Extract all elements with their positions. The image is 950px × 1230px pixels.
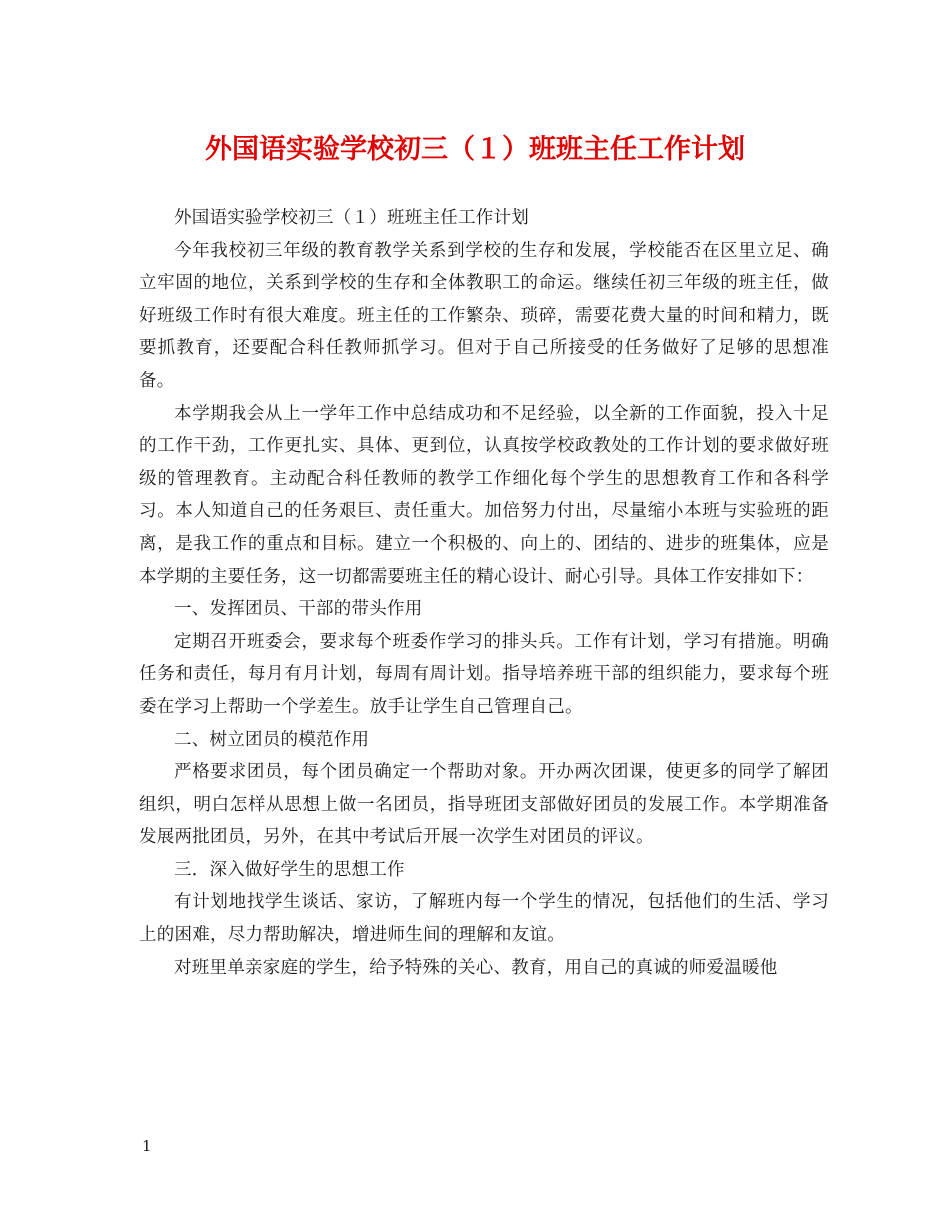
section-heading-2: 二、树立团员的模范作用 xyxy=(174,729,370,750)
page-number: 1 xyxy=(142,1137,152,1155)
document-title: 外国语实验学校初三（１）班班主任工作计划 xyxy=(205,134,745,165)
paragraph-section-2: 严格要求团员，每个团员确定一个帮助对象。开办两次团课，使更多的同学了解团组织，明白怎样从思想上做一名团员，指导班团支部做好团员的发展工作。本学期准备发展两批团员，另外，在其中考试后开展一次学生对团员的评议。 xyxy=(139,762,829,848)
paragraph-section-3: 有计划地找学生谈话、家访，了解班内每一个学生的情况，包括他们的生活、学习上的困难，尽力帮助解决，增进师生间的理解和友谊。 xyxy=(139,892,829,946)
section-heading-1: 一、发挥团员、干部的带头作用 xyxy=(174,599,423,620)
section-heading-3: 三．深入做好学生的思想工作 xyxy=(174,859,405,880)
document-body xyxy=(139,202,829,984)
paragraph-intro: 今年我校初三年级的教育教学关系到学校的生存和发展，学校能否在区里立足、确立牢固的地位，关系到学校的生存和全体教职工的命运。继续任初三年级的班主任，做好班级工作时有很大难度。班主任的工作繁杂、琐碎，需要花费大量的时间和精力，既要抓教育，还要配合科任教师抓学习。但对于自己所接受的任务做好了足够的思想准备。 xyxy=(139,240,829,391)
paragraph-section-3b: 对班里单亲家庭的学生，给予特殊的关心、教育，用自己的真诚的师爱温暖他 xyxy=(174,957,778,978)
paragraph-section-1: 定期召开班委会，要求每个班委作学习的排头兵。工作有计划，学习有措施。明确任务和责任，每月有月计划，每周有周计划。指导培养班干部的组织能力，要求每个班委在学习上帮助一个学差生。放手让学生自己管理自己。 xyxy=(139,631,829,717)
paragraph-subtitle: 外国语实验学校初三（１）班班主任工作计划 xyxy=(174,208,529,228)
paragraph-plan: 本学期我会从上一学年工作中总结成功和不足经验，以全新的工作面貌，投入十足的工作干劲，工作更扎实、具体、更到位，认真按学校政教处的工作计划的要求做好班级的管理教育。主动配合科任教师的教学工作细化每个学生的思想教育工作和各科学习。本人知道自己的任务艰巨、责任重大。加倍努力付出，尽量缩小本班与实验班的距离，是我工作的重点和目标。建立一个积极的、向上的、团结的、进步的班集体，应是本学期的主要任务，这一切都需要班主任的精心设计、耐心引导。具体工作安排如下： xyxy=(139,403,829,587)
